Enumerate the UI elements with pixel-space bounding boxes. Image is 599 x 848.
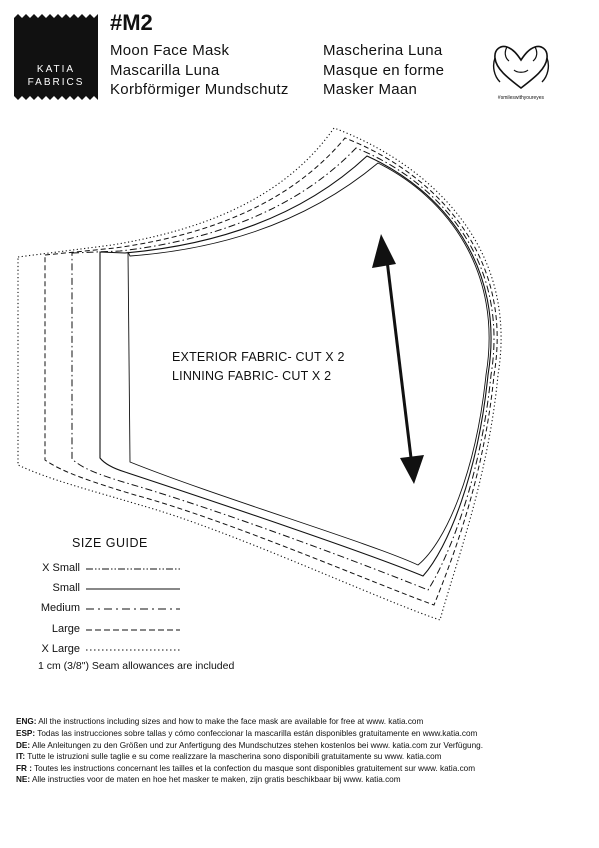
note-it: IT: Tutte le istruzioni sulle taglie e su come realizzare la mascherina sono disponibili gratuitamente su www. katia.com [16, 752, 442, 761]
size-label-large: Large [51, 623, 80, 635]
size-label-medium: Medium [40, 602, 80, 614]
note-de: DE: Alle Anleitungen zu den Größen und zur Anfertigung des Mundschutzes stehen kostenlos bei www. katia.com zur Verfügung. [16, 741, 483, 750]
cut-instruction-exterior: EXTERIOR FABRIC- CUT X 2 [172, 350, 345, 364]
seam-allowance-note: 1 cm (3/8") Seam allowances are included [38, 660, 235, 672]
pattern-code: #M2 [110, 10, 153, 35]
size-label-x-large: X Large [41, 643, 80, 655]
outline-small [100, 156, 491, 576]
logo-text-katia: KATIA [36, 64, 76, 75]
name-es: Mascarilla Luna [110, 62, 220, 79]
note-esp: ESP: Todas las instrucciones sobre tallas y cómo confeccionar la mascarilla están disponibles gratuitamente en www.katia.com [16, 729, 478, 738]
size-label-x-small: X Small [42, 562, 80, 574]
name-en: Moon Face Mask [110, 42, 230, 59]
size-guide-title: SIZE GUIDE [72, 536, 148, 550]
outline-x-small [128, 163, 489, 565]
name-de: Korbförmiger Mundschutz [110, 81, 289, 98]
grain-arrow-icon [372, 234, 424, 484]
note-fr: FR : Toutes les instructions concernant les tailles et la confection du masque sont disponibles gratuitement sur www. katia.com [16, 764, 476, 773]
name-it: Mascherina Luna [323, 42, 443, 59]
name-fr: Masque en forme [323, 62, 445, 79]
note-ne: NE: Alle instructies voor de maten en hoe het masker te maken, zijn gratis beschikbaar bij www. katia.com [16, 775, 401, 784]
size-label-small: Small [52, 582, 80, 594]
logo-text-fabrics: FABRICS [27, 77, 85, 88]
hashtag: #smileswithyoureyes [497, 95, 545, 101]
note-eng: ENG: All the instructions including sizes and how to make the face mask are available for free at www. katia.com [16, 717, 424, 726]
name-nl: Masker Maan [323, 81, 418, 98]
cut-instruction-lining: LINNING FABRIC- CUT X 2 [172, 369, 332, 383]
